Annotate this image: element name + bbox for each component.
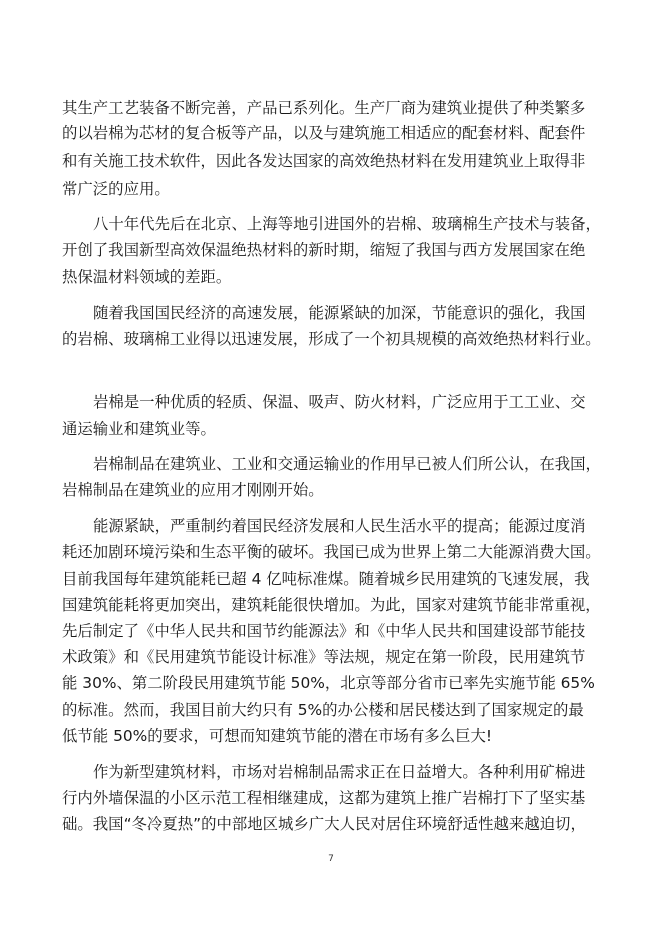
paragraph-6-line-8: 的标准。然而，我国目前大约只有 5%的办公楼和居民楼达到了国家规定的最 bbox=[62, 701, 584, 719]
paragraph-1-line-4: 常广泛的应用。 bbox=[62, 180, 170, 198]
paragraph-3-line-2: 的岩棉、玻璃棉工业得以迅速发展，形成了一个初具规模的高效绝热材料行业。 bbox=[62, 330, 601, 348]
paragraph-6-line-6: 术政策》和《民用建筑节能设计标准》等法规，规定在第一阶段，民用建筑节 bbox=[62, 648, 586, 666]
paragraph-4-line-1: 岩棉是一种优质的轻质、保温、吸声、防火材料，广泛应用于工工业、交 bbox=[93, 393, 586, 411]
paragraph-6-line-9: 低节能 50%的要求，可想而知建筑节能的潜在市场有多么巨大! bbox=[62, 727, 493, 745]
paragraph-7-line-2: 行内外墙保温的小区示范工程相继建成，这都为建筑上推广岩棉打下了坚实基 bbox=[62, 789, 586, 807]
paragraph-6-line-5: 先后制定了《中华人民共和国节约能源法》和《中华人民共和国建设部节能技 bbox=[62, 622, 586, 640]
paragraph-1-line-2: 的以岩棉为芯材的复合板等产品，以及与建筑施工相适应的配套材料、配套件 bbox=[62, 124, 586, 142]
paragraph-5-line-1: 岩棉制品在建筑业、工业和交通运输业的作用早已被人们所公认，在我国， bbox=[93, 455, 601, 473]
paragraph-6-line-3: 目前我国每年建筑能耗已超 4 亿吨标准煤。随着城乡民用建筑的飞速发展，我 bbox=[62, 570, 590, 588]
paragraph-6-line-2: 耗还加剧环境污染和生态平衡的破坏。我国已成为世界上第二大能源消费大国。 bbox=[62, 543, 601, 561]
paragraph-6-line-4: 国建筑能耗将更加突出，建筑耗能很快增加。为此，国家对建筑节能非常重视， bbox=[62, 596, 601, 614]
paragraph-6-line-7: 能 30%、第二阶段民用建筑节能 50%，北京等部分省市已率先实施节能 65% bbox=[62, 674, 595, 692]
paragraph-2-line-1: 八十年代先后在北京、上海等地引进国外的岩棉、玻璃棉生产技术与装备， bbox=[93, 215, 601, 233]
paragraph-1-line-3: 和有关施工技术软件，因此各发达国家的高效绝热材料在发用建筑业上取得非 bbox=[62, 152, 586, 170]
paragraph-7-line-1: 作为新型建筑材料，市场对岩棉制品需求正在日益增大。各种利用矿棉进 bbox=[93, 763, 586, 781]
paragraph-1-line-1: 其生产工艺装备不断完善，产品已系列化。生产厂商为建筑业提供了种类繁多 bbox=[62, 99, 586, 117]
paragraph-3-line-1: 随着我国国民经济的高速发展，能源紧缺的加深，节能意识的强化，我国 bbox=[93, 304, 586, 322]
page-number: 7 bbox=[328, 854, 334, 864]
paragraph-5-line-2: 岩棉制品在建筑业的应用才刚刚开始。 bbox=[62, 481, 324, 499]
paragraph-2-line-3: 热保温材料领域的差距。 bbox=[62, 268, 232, 286]
paragraph-4-line-2: 通运输业和建筑业等。 bbox=[62, 420, 216, 438]
paragraph-7-line-3: 础。我国“冬冷夏热”的中部地区城乡广大人民对居住环境舒适性越来越迫切， bbox=[62, 815, 586, 833]
paragraph-2-line-2: 开创了我国新型高效保温绝热材料的新时期，缩短了我国与西方发展国家在绝 bbox=[62, 241, 586, 259]
paragraph-6-line-1: 能源紧缺，严重制约着国民经济发展和人民生活水平的提高；能源过度消 bbox=[93, 517, 586, 535]
